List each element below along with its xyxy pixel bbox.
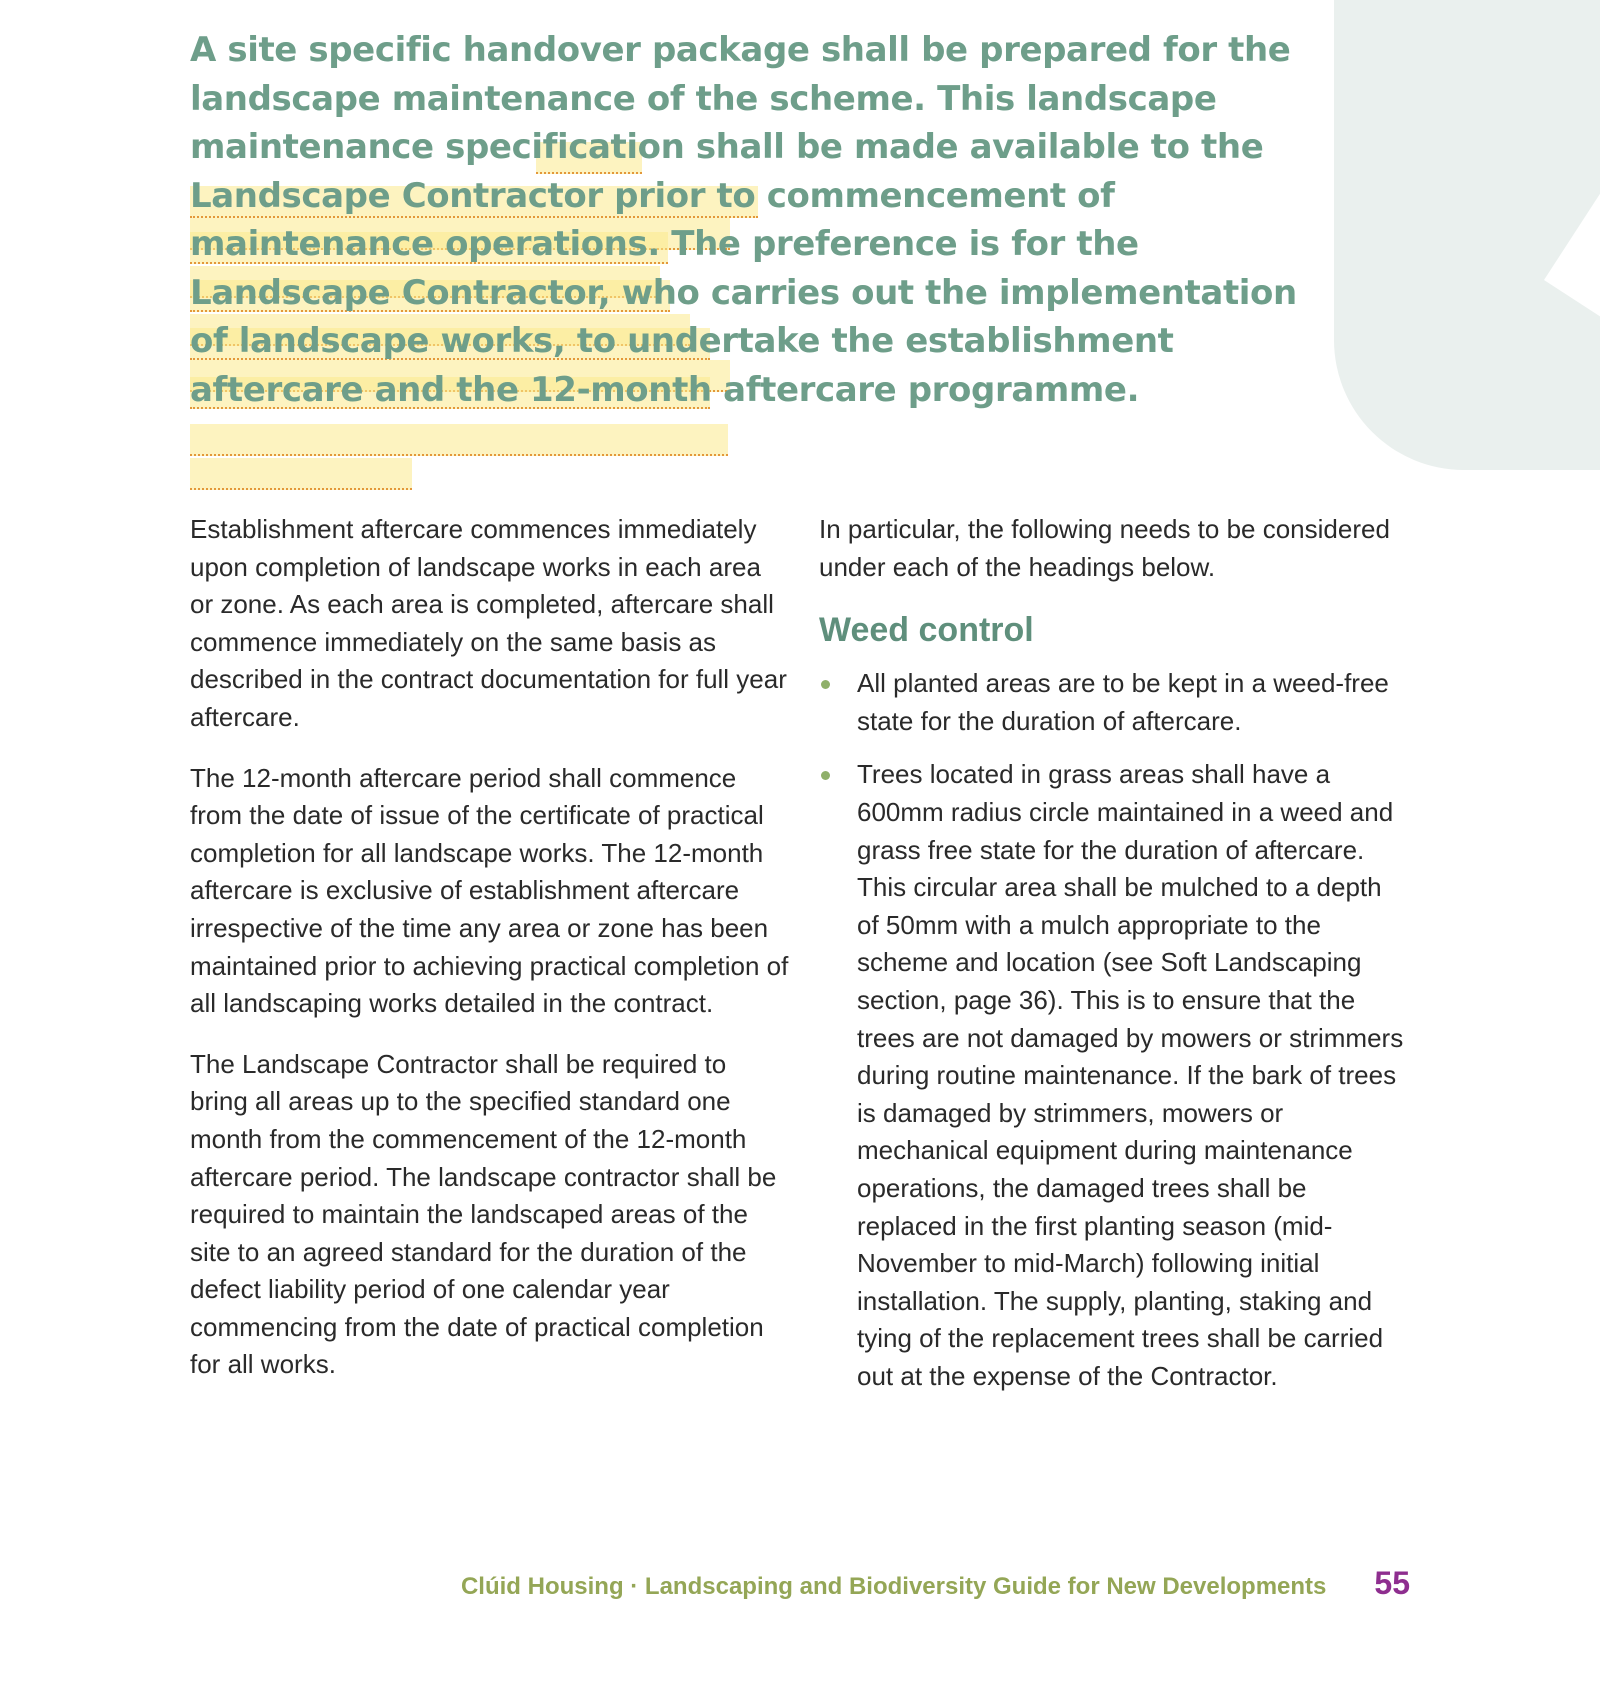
list-item-text: Trees located in grass areas shall have a 600mm radius circle maintained in a weed and grass free state for the duration of aftercare. This circular area shall be mulched to a depth of 50mm with a mulch appropriate to the scheme and location (see Soft Landscaping section, page 36). This is to ensure that the trees are not damaged by mowers or strimmers during routine maintenance. If the bark of trees is damaged by strimmers, mowers or mechanical equipment during maintenance operations, the damaged trees shall be replaced in the first planting season (mid-November to mid-March) following initial installation. The supply, planting, staking and tying of the replacement trees shall be carried out at the expense of the Contractor.	[857, 759, 1404, 1391]
highlight-mark	[190, 424, 728, 456]
lead-statement: A site specific handover package shall be prepared for the landscape maintenance of the scheme. This landscape maintenance specification shall be made available to the Landscape Contractor prior to commencement of maintenance operations. The preference is for the Landscape Contractor, who carries out the implementation of landscape works, to undertake the establishment aftercare and the 12-month aftercare programme.	[190, 30, 1297, 410]
list-item	[819, 665, 1409, 740]
section-heading: Weed control	[819, 611, 1034, 650]
list-item	[819, 756, 1409, 1395]
footer-title: Clúid Housing · Landscaping and Biodiversity Guide for New Developments	[460, 1573, 1327, 1600]
right-column	[819, 511, 1409, 1411]
intro-paragraph: In particular, the following needs to be considered under each of the headings below.	[819, 514, 1390, 582]
highlight-mark	[190, 458, 412, 490]
bullet-dot-icon	[821, 771, 830, 780]
body-paragraph: The Landscape Contractor shall be required to bring all areas up to the specified standard one month from the commencement of the 12-month aftercare period. The landscape contractor shall be required to maintain the landscaped areas of the site to an agreed standard for the duration of the defect liability period of one calendar year commencing from the date of practical completion for all works.	[190, 1048, 777, 1380]
left-column	[190, 511, 790, 1407]
bullet-dot-icon	[821, 680, 830, 689]
body-paragraph: The 12-month aftercare period shall commence from the date of issue of the certificate of practical completion for all landscape works. The 12-month aftercare is exclusive of establishment aftercare irrespective of the time any area or zone has been maintained prior to achieving practical completion of all landscaping works detailed in the contract.	[190, 762, 789, 1019]
body-paragraph: Establishment aftercare commences immediately upon completion of landscape works in each area or zone. As each area is completed, aftercare shall commence immediately on the same basis as described in the contract documentation for full year aftercare.	[190, 514, 787, 732]
bullet-list	[819, 665, 1409, 1395]
page-footer	[460, 1565, 1410, 1602]
page-number: 55	[1374, 1565, 1410, 1601]
decorative-corner-shape	[1334, 0, 1600, 470]
list-item-text: All planted areas are to be kept in a weed-free state for the duration of aftercare.	[857, 668, 1389, 736]
